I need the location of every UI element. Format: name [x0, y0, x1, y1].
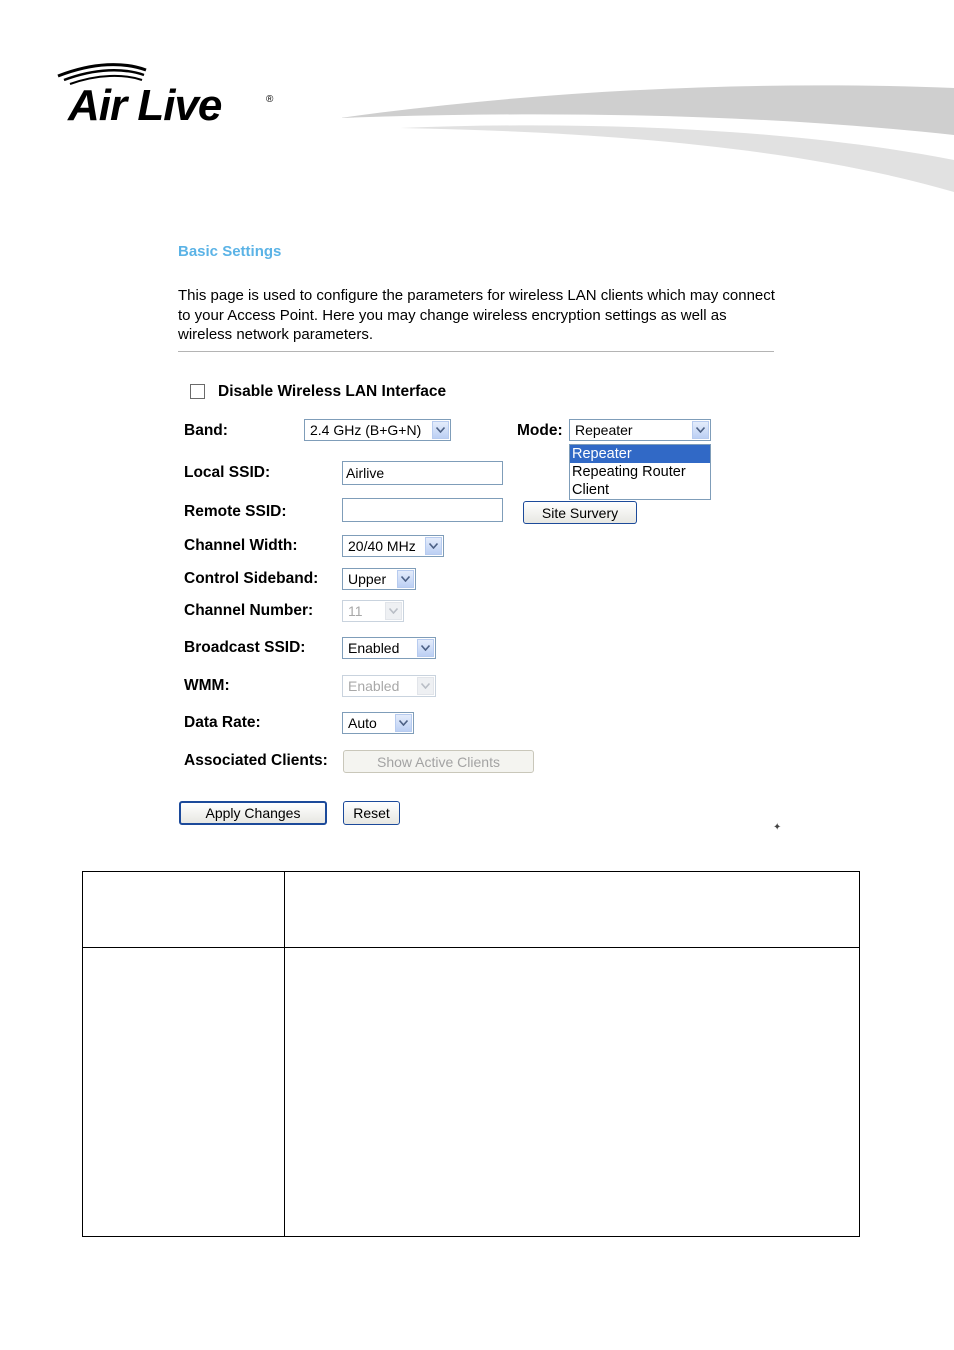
wmm-value: Enabled — [348, 678, 400, 694]
table-column-divider — [284, 872, 285, 1236]
mode-value: Repeater — [575, 422, 633, 438]
remote-ssid-label: Remote SSID: — [184, 503, 287, 520]
band-select[interactable] — [304, 419, 451, 441]
remote-ssid-input[interactable] — [342, 498, 503, 522]
channel-number-select — [342, 600, 404, 622]
reset-button[interactable]: Reset — [343, 801, 400, 825]
chevron-down-icon — [397, 570, 414, 588]
channel-width-select[interactable] — [342, 535, 444, 557]
data-rate-select[interactable] — [342, 712, 414, 734]
band-value: 2.4 GHz (B+G+N) — [310, 422, 422, 438]
control-sideband-label: Control Sideband: — [184, 570, 319, 587]
channel-width-label: Channel Width: — [184, 537, 298, 554]
channel-width-value: 20/40 MHz — [348, 538, 416, 554]
show-active-clients-button: Show Active Clients — [343, 750, 534, 773]
mode-option-repeater[interactable]: Repeater — [570, 445, 710, 463]
local-ssid-value: Airlive — [346, 465, 385, 481]
broadcast-ssid-select[interactable] — [342, 637, 436, 659]
disable-wlan-label: Disable Wireless LAN Interface — [218, 383, 447, 400]
svg-text:Air Live: Air Live — [68, 81, 222, 128]
chevron-down-icon — [692, 421, 709, 439]
chevron-down-icon — [432, 421, 449, 439]
airlive-logo — [54, 60, 284, 128]
mode-label: Mode: — [517, 422, 563, 439]
chevron-down-icon — [417, 639, 434, 657]
chevron-down-icon — [385, 602, 402, 620]
page-description: This page is used to configure the parameters for wireless LAN clients which may connect to your Access Point. Here you may change wireless encryption settings as well as wireless network parameters. — [178, 287, 775, 343]
local-ssid-input[interactable] — [342, 461, 503, 485]
channel-number-value: 11 — [348, 603, 363, 619]
wmm-select — [342, 675, 436, 697]
chevron-down-icon — [395, 714, 412, 732]
control-sideband-value: Upper — [348, 571, 387, 587]
description-table — [82, 871, 860, 1237]
site-survey-button[interactable]: Site Survery — [523, 501, 637, 524]
chevron-down-icon — [417, 677, 434, 695]
broadcast-ssid-label: Broadcast SSID: — [184, 639, 306, 656]
local-ssid-label: Local SSID: — [184, 464, 271, 481]
apply-changes-button[interactable]: Apply Changes — [179, 801, 327, 825]
broadcast-ssid-value: Enabled — [348, 640, 400, 656]
page-title: Basic Settings — [178, 243, 282, 260]
chevron-down-icon — [425, 537, 442, 555]
data-rate-label: Data Rate: — [184, 714, 261, 731]
svg-text:®: ® — [266, 94, 274, 105]
disable-wlan-checkbox[interactable] — [190, 384, 205, 399]
mode-select[interactable] — [569, 419, 711, 441]
mode-dropdown-list — [569, 444, 711, 500]
mode-option-repeating-router[interactable]: Repeating Router — [572, 464, 686, 480]
channel-number-label: Channel Number: — [184, 602, 314, 619]
data-rate-value: Auto — [348, 715, 377, 731]
header-swoosh — [340, 80, 954, 200]
table-row-divider — [83, 947, 859, 948]
associated-clients-label: Associated Clients: — [184, 752, 328, 769]
control-sideband-select[interactable] — [342, 568, 416, 590]
divider — [178, 351, 774, 352]
wmm-label: WMM: — [184, 677, 230, 694]
mode-option-client[interactable]: Client — [572, 482, 610, 498]
pointer-icon: ✦ — [773, 822, 782, 833]
band-label: Band: — [184, 422, 228, 439]
